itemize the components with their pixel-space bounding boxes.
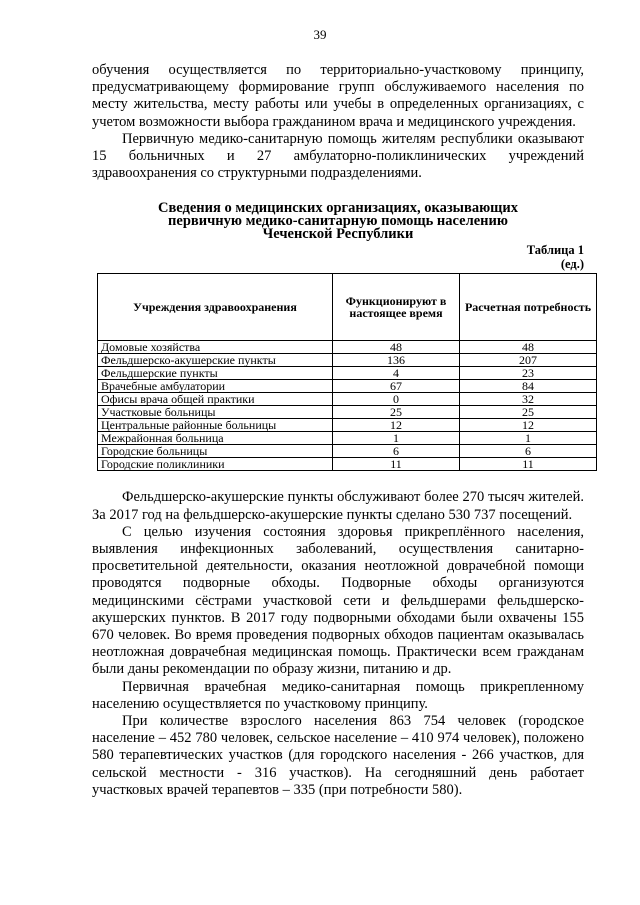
table-title: [92, 202, 584, 241]
institution-cell: Городские поликлиники: [98, 458, 333, 471]
table-row: [98, 419, 597, 432]
table-title-line: первичную медико-санитарную помощь населению: [168, 213, 508, 230]
required-count-cell: 84: [460, 380, 597, 393]
required-count-cell: 48: [460, 341, 597, 354]
institution-cell: Центральные районные больницы: [98, 419, 333, 432]
paragraph: обучения осуществляется по территориально-участковому принципу, предусматривающему формирование групп обслуживаемого населения по месту жительства, месту работы или учебы в определенных организациях, с учетом возможности выбора гражданином врача и медицинского учреждения.: [92, 62, 584, 130]
current-count-cell: 67: [333, 380, 460, 393]
institution-cell: Участковые больницы: [98, 406, 333, 419]
paragraph: Первичная врачебная медико-санитарная помощь прикрепленному населению осуществляется по участковому принципу.: [92, 678, 584, 712]
current-count-cell: 4: [333, 367, 460, 380]
required-count-cell: 207: [460, 354, 597, 367]
current-count-cell: 25: [333, 406, 460, 419]
column-header-required: Расчетная потребность: [460, 274, 597, 341]
paragraph: Первичную медико-санитарную помощь жителям республики оказывают 15 больничных и 27 амбулаторно-поликлинических учреждений здравоохранения со структурными подразделениями.: [92, 130, 584, 182]
paragraph: С целью изучения состояния здоровья прикреплённого населения, выявления инфекционных заболеваний, осуществления санитарно-просветительной деятельности, оказания неотложной доврачебной помощи проводятся подворные обходы. Подворные обходы организуются медицинскими сёстрами участковой сети и фельдшерами фельдшерско-акушерских пунктов. В 2017 году подворными обходами были охвачены 155 670 человек. Во время проведения подворных обходов пациентам оказывалась неотложная доврачебная медицинская помощь. Практически всем гражданам были даны рекомендации по образу жизни, питанию и др.: [92, 523, 584, 678]
current-count-cell: 11: [333, 458, 460, 471]
table-header-row: [98, 274, 597, 341]
table-row: [98, 432, 597, 445]
column-header-institution: Учреждения здравоохранения: [98, 274, 333, 341]
required-count-cell: 32: [460, 393, 597, 406]
required-count-cell: 6: [460, 445, 597, 458]
paragraph: Фельдшерско-акушерские пункты обслуживают более 270 тысяч жителей. За 2017 год на фельдшерско-акушерские пункты сделано 530 737 посещений.: [92, 489, 584, 523]
institution-cell: Межрайонная больница: [98, 432, 333, 445]
current-count-cell: 48: [333, 341, 460, 354]
table-row: [98, 354, 597, 367]
table-number: Таблица 1: [526, 243, 584, 258]
required-count-cell: 1: [460, 432, 597, 445]
table-title-line: Чеченской Республики: [262, 226, 414, 243]
required-count-cell: 11: [460, 458, 597, 471]
required-count-cell: 23: [460, 367, 597, 380]
table-caption: [92, 243, 584, 271]
table-body: [98, 341, 597, 471]
table-title-line: Сведения о медицинских организациях, оказывающих: [157, 200, 519, 217]
required-count-cell: 25: [460, 406, 597, 419]
table-row: [98, 341, 597, 354]
institution-cell: Врачебные амбулатории: [98, 380, 333, 393]
table-row: [98, 458, 597, 471]
current-count-cell: 12: [333, 419, 460, 432]
table-row: [98, 445, 597, 458]
column-header-current: Функционируют в настоящее время: [333, 274, 460, 341]
institution-cell: Городские больницы: [98, 445, 333, 458]
current-count-cell: 0: [333, 393, 460, 406]
institution-cell: Офисы врача общей практики: [98, 393, 333, 406]
table-row: [98, 406, 597, 419]
institution-cell: Фельдшерские пункты: [98, 367, 333, 380]
table-row: [98, 393, 597, 406]
current-count-cell: 1: [333, 432, 460, 445]
page-number: 39: [313, 27, 327, 42]
table-row: [98, 367, 597, 380]
current-count-cell: 6: [333, 445, 460, 458]
table-unit: (ед.): [560, 257, 584, 272]
document-body: [92, 62, 592, 799]
institution-cell: Домовые хозяйства: [98, 341, 333, 354]
institution-cell: Фельдшерско-акушерские пункты: [98, 354, 333, 367]
required-count-cell: 12: [460, 419, 597, 432]
current-count-cell: 136: [333, 354, 460, 367]
table-row: [98, 380, 597, 393]
paragraph: При количестве взрослого населения 863 754 человек (городское население – 452 780 человек, сельское население – 410 974 человек), положено 580 терапевтических участков (для городского населения - 266 участков, для сельской местности - 316 участков). На сегодняшний день работает участковых врачей терапевтов – 335 (при потребности 580).: [92, 713, 584, 798]
medical-organizations-table: [97, 273, 597, 471]
